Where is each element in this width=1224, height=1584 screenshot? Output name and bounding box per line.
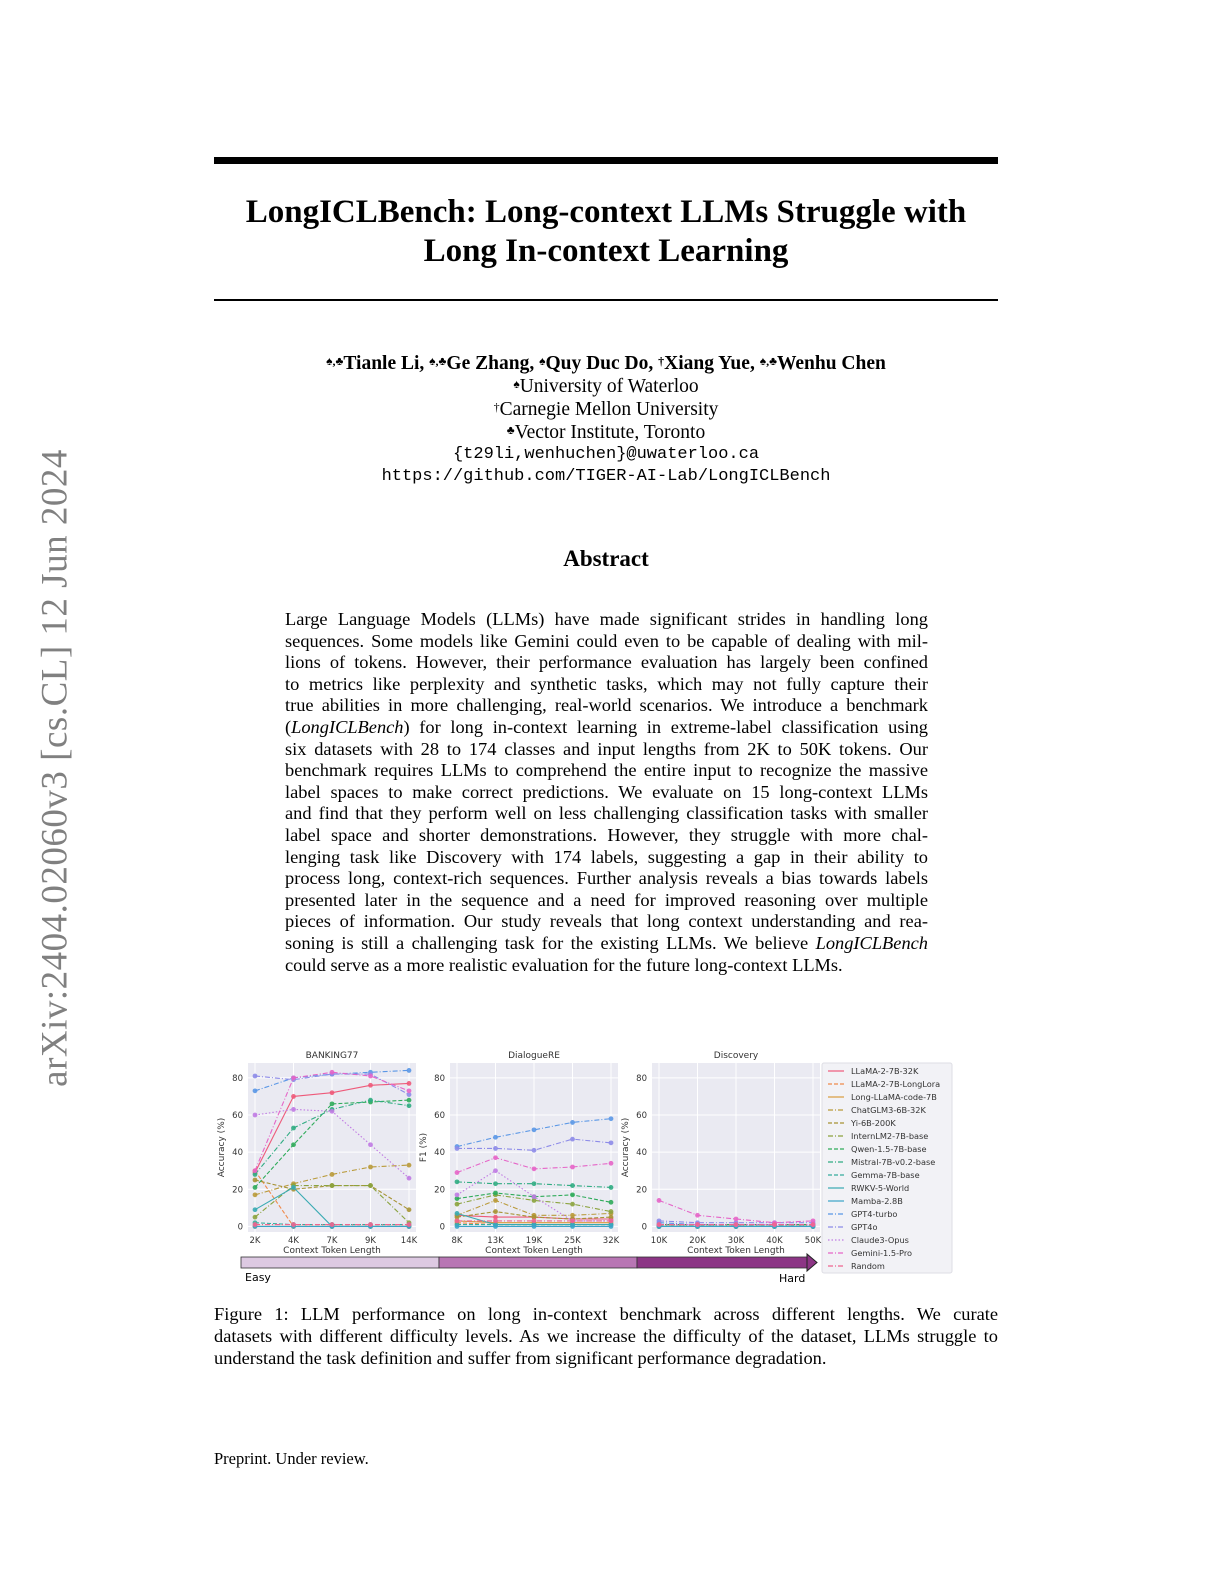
x-tick-label: 8K bbox=[451, 1236, 463, 1246]
x-tick-label: 10K bbox=[650, 1236, 668, 1246]
y-axis-label: Accuracy (%) bbox=[217, 1117, 227, 1178]
legend-label: LLaMA-2-7B-32K bbox=[851, 1066, 919, 1076]
y-tick-label: 60 bbox=[232, 1111, 243, 1121]
chart-panel-2 bbox=[419, 1051, 620, 1256]
abstract-line-2: sequences. Some models like Gemini could even to be capable of dealing with mil- bbox=[285, 630, 928, 651]
y-tick-label: 40 bbox=[636, 1148, 647, 1159]
project-url[interactable]: https://github.com/TIGER-AI-Lab/LongICLBench bbox=[381, 467, 831, 486]
y-tick-label: 0 bbox=[641, 1222, 647, 1233]
data-point bbox=[455, 1192, 460, 1197]
y-axis-label: F1 (%) bbox=[419, 1132, 429, 1163]
data-point bbox=[291, 1094, 296, 1099]
data-point bbox=[609, 1140, 614, 1145]
legend-label: Mamba-2.8B bbox=[851, 1196, 903, 1206]
legend-label: Mistral-7B-v0.2-base bbox=[851, 1157, 936, 1167]
caption-line-2: datasets with different difficulty levels. As we increase the difficulty of the dataset, LLMs struggle to bbox=[214, 1326, 998, 1346]
y-tick-label: 40 bbox=[434, 1148, 445, 1159]
abstract-line-12: lenging task like Discovery with 174 labels, suggesting a gap in their ability to bbox=[285, 846, 928, 867]
data-point bbox=[330, 1101, 335, 1106]
data-point bbox=[570, 1165, 575, 1170]
x-tick-label: 2K bbox=[249, 1236, 261, 1246]
author-5-marks: ♠,♣ bbox=[759, 354, 777, 368]
chart-title: Discovery bbox=[713, 1051, 759, 1061]
data-point bbox=[493, 1135, 498, 1140]
data-point bbox=[291, 1185, 296, 1190]
data-point bbox=[291, 1126, 296, 1131]
abstract-line-1: Large Language Models (LLMs) have made significant strides in handling long bbox=[285, 609, 928, 629]
data-point bbox=[291, 1075, 296, 1080]
data-point bbox=[493, 1146, 498, 1151]
data-point bbox=[493, 1191, 498, 1196]
data-point bbox=[695, 1213, 700, 1218]
legend-label: LLaMA-2-7B-LongLora bbox=[851, 1079, 941, 1089]
data-point bbox=[493, 1198, 498, 1203]
legend-label: Claude3-Opus bbox=[851, 1235, 909, 1245]
data-point bbox=[407, 1103, 412, 1108]
affiliation-2 bbox=[214, 398, 998, 421]
legend-label: GPT4-turbo bbox=[851, 1209, 898, 1219]
data-point bbox=[407, 1176, 412, 1181]
data-point bbox=[291, 1107, 296, 1112]
x-axis-label: Context Token Length bbox=[283, 1246, 381, 1256]
data-point bbox=[734, 1217, 739, 1222]
data-point bbox=[253, 1192, 258, 1197]
abstract-line-16: soning is still a challenging task for the existing LLMs. We believe LongICLBench bbox=[285, 932, 928, 953]
x-tick-label: 20K bbox=[689, 1236, 706, 1246]
data-point bbox=[493, 1218, 498, 1223]
chart-panel-3 bbox=[621, 1051, 822, 1256]
difficulty-hard-band bbox=[637, 1257, 807, 1268]
chart-title: BANKING77 bbox=[305, 1051, 359, 1061]
data-point bbox=[368, 1074, 373, 1079]
x-tick-label: 30K bbox=[727, 1236, 745, 1246]
legend-label: GPT4o bbox=[851, 1222, 878, 1232]
data-point bbox=[695, 1222, 700, 1227]
affiliation-3-mark: ♣ bbox=[506, 423, 515, 437]
data-point bbox=[609, 1218, 614, 1223]
data-point bbox=[772, 1222, 777, 1227]
data-point bbox=[455, 1211, 460, 1216]
difficulty-easy-band bbox=[241, 1257, 439, 1268]
legend-label: Long-LLaMA-code-7B bbox=[851, 1092, 937, 1102]
legend-label: Random bbox=[851, 1261, 885, 1271]
author-3-marks: ♠ bbox=[539, 354, 546, 368]
x-tick-label: 7K bbox=[326, 1236, 338, 1246]
affiliation-1-name: University of Waterloo bbox=[519, 376, 699, 397]
data-point bbox=[253, 1178, 258, 1183]
title-top-rule bbox=[214, 157, 998, 164]
data-point bbox=[368, 1142, 373, 1147]
author-1-marks: ♠,♣ bbox=[326, 354, 344, 368]
figure-caption bbox=[214, 1303, 998, 1369]
data-point bbox=[330, 1109, 335, 1114]
data-point bbox=[493, 1155, 498, 1160]
y-axis-label: Accuracy (%) bbox=[621, 1117, 631, 1178]
y-tick-label: 80 bbox=[636, 1073, 647, 1084]
legend-label: Yi-6B-200K bbox=[851, 1118, 896, 1128]
data-point bbox=[253, 1113, 258, 1118]
x-axis-label: Context Token Length bbox=[485, 1246, 583, 1256]
y-tick-label: 0 bbox=[237, 1222, 243, 1233]
data-point bbox=[811, 1222, 816, 1227]
affiliation-3-name: Vector Institute, Toronto bbox=[514, 422, 706, 443]
data-point bbox=[570, 1192, 575, 1197]
data-point bbox=[570, 1202, 575, 1207]
difficulty-hard-label: Hard bbox=[779, 1272, 806, 1285]
data-point bbox=[455, 1224, 460, 1229]
data-point bbox=[291, 1142, 296, 1147]
y-tick-label: 20 bbox=[434, 1185, 445, 1196]
data-point bbox=[532, 1166, 537, 1171]
data-point bbox=[368, 1183, 373, 1188]
data-point bbox=[493, 1181, 498, 1186]
data-point bbox=[609, 1116, 614, 1121]
data-point bbox=[532, 1148, 537, 1153]
data-point bbox=[532, 1218, 537, 1223]
abstract-body bbox=[285, 609, 928, 976]
data-point bbox=[455, 1170, 460, 1175]
data-point bbox=[407, 1088, 412, 1093]
author-3-name: Quy Duc Do bbox=[545, 353, 649, 374]
data-point bbox=[407, 1098, 412, 1103]
chart-title: DialogueRE bbox=[508, 1051, 560, 1061]
x-tick-label: 13K bbox=[487, 1236, 504, 1246]
legend-label: RWKV-5-World bbox=[851, 1183, 910, 1193]
x-tick-label: 32K bbox=[602, 1236, 620, 1246]
title-line-1: LongICLBench: Long-context LLMs Struggle with bbox=[245, 194, 967, 230]
data-point bbox=[253, 1168, 258, 1173]
abstract-line-5: true abilities in more challenging, real-world scenarios. We introduce a benchmark bbox=[285, 695, 928, 716]
data-point bbox=[407, 1081, 412, 1086]
data-point bbox=[657, 1198, 662, 1203]
data-point bbox=[493, 1209, 498, 1214]
paper-title bbox=[214, 193, 998, 271]
legend bbox=[822, 1063, 952, 1273]
y-tick-label: 60 bbox=[434, 1111, 445, 1121]
legend-label: Gemini-1.5-Pro bbox=[851, 1248, 913, 1258]
data-point bbox=[368, 1098, 373, 1103]
data-point bbox=[330, 1090, 335, 1095]
x-tick-label: 9K bbox=[365, 1236, 376, 1246]
abstract-line-6: (LongICLBench) for long in-context learning in extreme-label classification using bbox=[285, 716, 928, 737]
figure-1 bbox=[214, 1045, 998, 1290]
data-point bbox=[532, 1194, 537, 1199]
x-tick-label: 25K bbox=[564, 1236, 581, 1246]
affiliation-1-mark: ♠ bbox=[513, 377, 520, 391]
affiliation-3 bbox=[214, 421, 998, 444]
data-point bbox=[609, 1185, 614, 1190]
data-point bbox=[330, 1222, 335, 1227]
author-block bbox=[214, 352, 998, 488]
abstract-heading: Abstract bbox=[563, 546, 649, 571]
arxiv-identifier-text: arXiv:2404.02060v3 [cs.CL] 12 Jun 2024 bbox=[34, 449, 76, 1087]
data-point bbox=[570, 1224, 575, 1229]
x-tick-label: 40K bbox=[766, 1236, 783, 1246]
data-point bbox=[253, 1185, 258, 1190]
abstract-line-17: could serve as a more realistic evaluation for the future long-context LLMs. bbox=[285, 954, 843, 975]
data-point bbox=[609, 1209, 614, 1214]
data-point bbox=[609, 1200, 614, 1205]
abstract-line-7: six datasets with 28 to 174 classes and input lengths from 2K to 50K tokens. Our bbox=[285, 738, 928, 759]
affiliation-2-name: Carnegie Mellon University bbox=[499, 399, 719, 420]
y-tick-label: 20 bbox=[636, 1185, 647, 1196]
y-tick-label: 80 bbox=[232, 1073, 243, 1084]
data-point bbox=[570, 1218, 575, 1223]
data-point bbox=[368, 1222, 373, 1227]
abstract-line-11: label space and shorter demonstrations. However, they struggle with more chal- bbox=[285, 824, 928, 845]
data-point bbox=[407, 1163, 412, 1168]
data-point bbox=[493, 1168, 498, 1173]
footer-note: Preprint. Under review. bbox=[214, 1449, 369, 1468]
affiliation-1 bbox=[214, 375, 998, 398]
data-point bbox=[407, 1222, 412, 1227]
author-1-name: Tianle Li bbox=[343, 353, 420, 374]
author-4-marks: † bbox=[658, 354, 665, 368]
data-point bbox=[291, 1222, 296, 1227]
data-point bbox=[253, 1074, 258, 1079]
abstract-line-15: pieces of information. Our study reveals that long context understanding and rea- bbox=[285, 911, 928, 932]
abstract-line-13: process long, context-rich sequences. Further analysis reveals a bias towards labels bbox=[285, 868, 928, 889]
x-tick-label: 50K bbox=[804, 1236, 822, 1246]
data-point bbox=[532, 1181, 537, 1186]
caption-line-1: Figure 1: LLM performance on long in-context benchmark across different lengths. We curate bbox=[214, 1304, 998, 1324]
y-tick-label: 40 bbox=[232, 1148, 243, 1159]
data-point bbox=[455, 1218, 460, 1223]
data-point bbox=[493, 1224, 498, 1229]
data-point bbox=[532, 1127, 537, 1132]
abstract-line-14: presented later in the sequence and a need for improved reasoning over multiple bbox=[285, 889, 928, 910]
title-bottom-rule bbox=[214, 299, 998, 301]
x-tick-label: 14K bbox=[400, 1236, 418, 1246]
legend-label: ChatGLM3-6B-32K bbox=[851, 1105, 926, 1115]
abstract-italic-term: LongICLBench bbox=[815, 932, 928, 953]
data-point bbox=[330, 1070, 335, 1075]
chart-panel-1 bbox=[217, 1051, 418, 1256]
title-line-2: Long In-context Learning bbox=[423, 233, 789, 269]
abstract-line-8: benchmark requires LLMs to comprehend the entire input to recognize the massive bbox=[285, 760, 928, 781]
difficulty-easy-label: Easy bbox=[245, 1271, 271, 1284]
author-2-marks: ♠,♣ bbox=[429, 354, 447, 368]
x-axis-label: Context Token Length bbox=[687, 1246, 785, 1256]
legend-label: Gemma-7B-base bbox=[851, 1170, 920, 1180]
data-point bbox=[330, 1172, 335, 1177]
difficulty-arrow-head bbox=[807, 1254, 817, 1271]
affiliation-2-mark: † bbox=[493, 400, 500, 414]
data-point bbox=[455, 1179, 460, 1184]
data-point bbox=[253, 1222, 258, 1227]
legend-label: InternLM2-7B-base bbox=[851, 1131, 929, 1141]
data-point bbox=[407, 1207, 412, 1212]
data-point bbox=[570, 1120, 575, 1125]
author-list: ♠,♣Tianle Li, ♠,♣Ge Zhang, ♠Quy Duc Do, †Xiang Yue, ♠,♣Wenhu Chen bbox=[326, 353, 886, 374]
abstract-line-9: label spaces to make correct predictions. We evaluate on 15 long-context LLMs bbox=[285, 781, 928, 802]
data-point bbox=[609, 1224, 614, 1229]
data-point bbox=[253, 1088, 258, 1093]
y-tick-label: 80 bbox=[434, 1073, 445, 1084]
data-point bbox=[570, 1183, 575, 1188]
data-point bbox=[368, 1165, 373, 1170]
data-point bbox=[368, 1083, 373, 1088]
abstract-line-4: to metrics like perplexity and synthetic tasks, which may not fully capture their bbox=[285, 673, 928, 694]
x-tick-label: 19K bbox=[525, 1236, 543, 1246]
data-point bbox=[455, 1146, 460, 1151]
data-point bbox=[609, 1161, 614, 1166]
author-2-name: Ge Zhang bbox=[446, 353, 530, 374]
data-point bbox=[570, 1137, 575, 1142]
abstract-italic-term: LongICLBench bbox=[291, 716, 404, 737]
data-point bbox=[455, 1202, 460, 1207]
legend-label: Qwen-1.5-7B-base bbox=[851, 1144, 927, 1154]
author-4-name: Xiang Yue bbox=[664, 353, 750, 374]
y-tick-label: 0 bbox=[439, 1222, 445, 1233]
data-point bbox=[253, 1207, 258, 1212]
abstract-line-10: and find that they perform well on less challenging classification tasks with smaller bbox=[285, 803, 928, 824]
data-point bbox=[532, 1224, 537, 1229]
data-point bbox=[657, 1222, 662, 1227]
data-point bbox=[734, 1222, 739, 1227]
x-tick-label: 4K bbox=[288, 1236, 299, 1246]
y-tick-label: 20 bbox=[232, 1185, 243, 1196]
caption-line-3: understand the task definition and suffer from significant performance degradation. bbox=[214, 1348, 827, 1368]
data-point bbox=[407, 1068, 412, 1073]
data-point bbox=[253, 1215, 258, 1220]
y-tick-label: 60 bbox=[636, 1111, 647, 1121]
data-point bbox=[330, 1183, 335, 1188]
abstract-line-3: lions of tokens. However, their performance evaluation has largely been confined bbox=[285, 652, 928, 673]
author-email: {t29li,wenhuchen}@uwaterloo.ca bbox=[452, 445, 760, 464]
difficulty-medium-band bbox=[439, 1257, 637, 1268]
difficulty-bar bbox=[241, 1254, 817, 1285]
figure-1-charts bbox=[214, 1045, 998, 1290]
author-5-name: Wenhu Chen bbox=[776, 353, 886, 374]
